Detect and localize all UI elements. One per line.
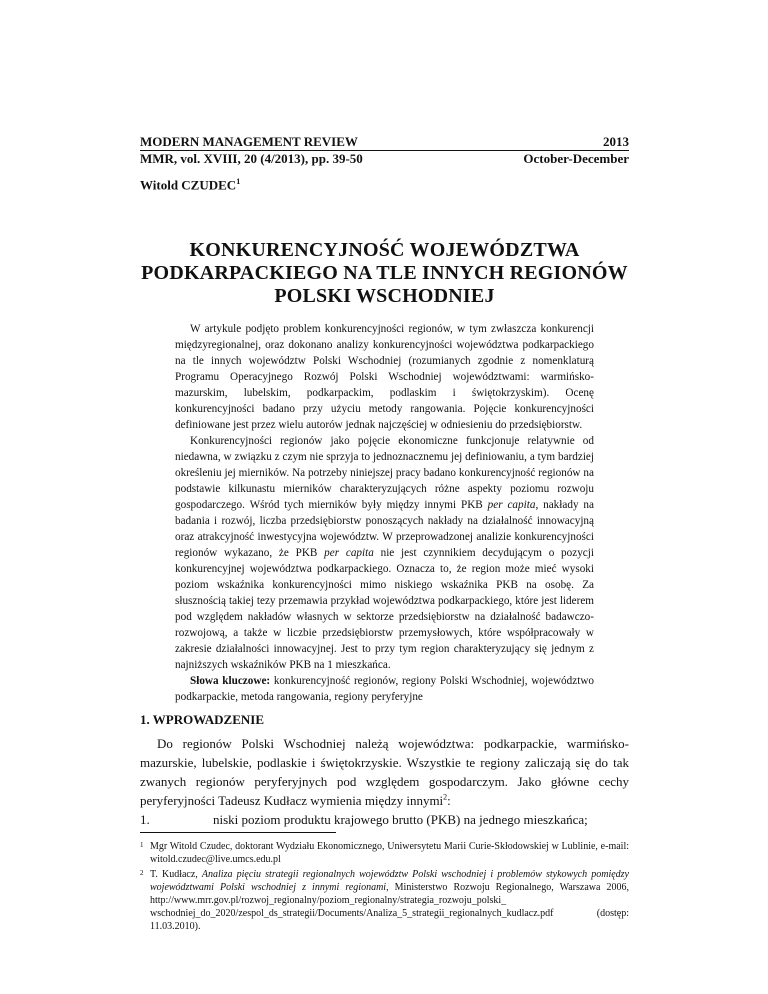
footnote — [140, 868, 629, 933]
footnotes — [140, 840, 629, 935]
abstract-paragraph: W artykule podjęto problem konkurencyjności regionów, w tym zwłaszcza konkurencji międzyregionalnej, oraz dokonano analizy konkurencyjności województwa podkarpackiego na tle innych województw Polski Wschodniej (rozumianych zgodnie z nomenklaturą Programu Operacyjnego Rozwój Polski Wschodniej województwami: warmińsko-mazurskim, lubelskim, podkarpackim, podlaskim i świętokrzyskim). Ocenę konkurencyjności badano przy użyciu metody rangowania. Pojęcie konkurencyjności definiowane jest przez wielu autorów jednak najczęściej w odniesieniu do przedsiębiorstw. — [175, 323, 594, 431]
footnote-text-part: , Ministerstwo Rozwoju Regionalnego, Warszawa 2006, http://www.mrr.gov.pl/rozwoj_regionalny/poziom_regionalny/strategia_rozwoju_polski_ wschodniej_do_2020/zespol_ds_strategii/Documents/Analiza_5_strategii_regionalnych_kudlacz.pdf (dostęp: 11.03.2010). — [150, 882, 629, 932]
abstract-text: nie jest czynnikiem decydującym o pozycji konkurencyjnej województwa podkarpackiego. Oznacza to, że region może mieć wysoki poziom wskaźnika konkurencyjności mimo niskiego wskaźnika PKB na osobę. Za słusznością takiej tezy przemawia przykład województwa podkarpackiego, które jest liderem pod względem nakładów własnych w sektorze przedsiębiorstw na działalność badawczo-rozwojową, a także w liczbie przedsiębiorstw przemysłowych, które współpracowały w zakresie działalności innowacyjnej. Jest to przy tym region charakteryzujący się jednym z najniższych wskaźników PKB na 1 mieszkańca. — [175, 547, 594, 671]
journal-header — [140, 134, 629, 167]
journal-volume: MMR, vol. XVIII, 20 (4/2013), pp. 39-50 — [140, 151, 363, 166]
title-line: KONKURENCYJNOŚĆ WOJEWÓDZTWA — [189, 239, 580, 261]
list-text: niski poziom produktu krajowego brutto (PKB) na jednego mieszkańca; — [213, 812, 588, 827]
footnote-mark: 1 — [140, 841, 144, 849]
journal-year: 2013 — [603, 134, 629, 149]
section-body — [140, 734, 629, 829]
section-heading: 1. WPROWADZENIE — [140, 712, 265, 727]
title-line: PODKARPACKIEGO NA TLE INNYCH REGIONÓW — [141, 262, 628, 284]
footnote-text: Mgr Witold Czudec, doktorant Wydziału Ekonomicznego, Uniwersytetu Marii Curie-Skłodowskiej w Lublinie, e-mail: witold.czudec@live.umcs.edu.pl — [150, 841, 629, 865]
journal-name: MODERN MANAGEMENT REVIEW — [140, 134, 358, 149]
paper-title — [140, 239, 629, 308]
abstract-text: , nakłady na badania i rozwój, liczba przedsiębiorstw ponoszących nakłady na działalność innowacyjną oraz atrakcyjność inwestycyjna województw. W przeprowadzonej analizie konkurencyjności regionów wykazano, że PKB — [175, 499, 594, 559]
author — [140, 177, 240, 193]
footnote-text-part: T. Kudłacz, — [150, 869, 202, 880]
body-text: : — [447, 793, 451, 808]
title-line: POLSKI WSCHODNIEJ — [274, 285, 495, 307]
abstract-text: Konkurencyjności regionów jako pojęcie ekonomiczne funkcjonuje relatywnie od niedawna, w związku z czym nie sprzyja to jednoznacznemu jej definiowaniu, a tym bardziej określeniu jej mierników. Na potrzeby niniejszej pracy badano konkurencyjność regionów na podstawie kilkunastu mierników charakteryzujących różne aspekty poziomu rozwoju gospodarczego. Wśród tych mierników były między innymi PKB — [175, 435, 594, 511]
footnote-ref: 2 — [443, 792, 448, 802]
keywords-label: Słowa kluczowe: — [190, 675, 271, 687]
abstract — [175, 321, 594, 705]
abstract-emphasis: per capita — [487, 499, 536, 511]
journal-period: October-December — [523, 151, 629, 166]
footnote — [140, 840, 629, 866]
abstract-emphasis: per capita — [324, 547, 374, 559]
footnote-divider — [140, 832, 336, 833]
footnote-text — [150, 868, 629, 933]
author-footnote-mark: 1 — [236, 177, 241, 186]
author-name: Witold CZUDEC — [140, 177, 237, 193]
footnote-mark: 2 — [140, 869, 144, 877]
keywords — [175, 673, 594, 705]
keywords-list: konkurencyjność regionów, regiony Polski Wschodniej, województwo podkarpackie, metoda rangowania, regiony peryferyjne — [175, 675, 594, 703]
list-item — [140, 810, 629, 829]
footnote-emphasis: Analiza pięciu strategii regionalnych województw Polski wschodniej i problemów stykowych pomiędzy województwami Polski wschodniej z innymi regionami — [150, 869, 629, 893]
list-number: 1. — [140, 812, 150, 827]
abstract-paragraph — [175, 433, 594, 673]
body-paragraph — [140, 734, 629, 810]
body-text: Do regionów Polski Wschodniej należą województwa: podkarpackie, warmińsko-mazurskie, lubelskie, podlaskie i świętokrzyskie. Wszystkie te regiony zaliczają się do tak zwanych regionów peryferyjnych pod względem gospodarczym. Jako główne cechy peryferyjności Tadeusz Kudłacz wymienia między innymi — [140, 736, 629, 808]
